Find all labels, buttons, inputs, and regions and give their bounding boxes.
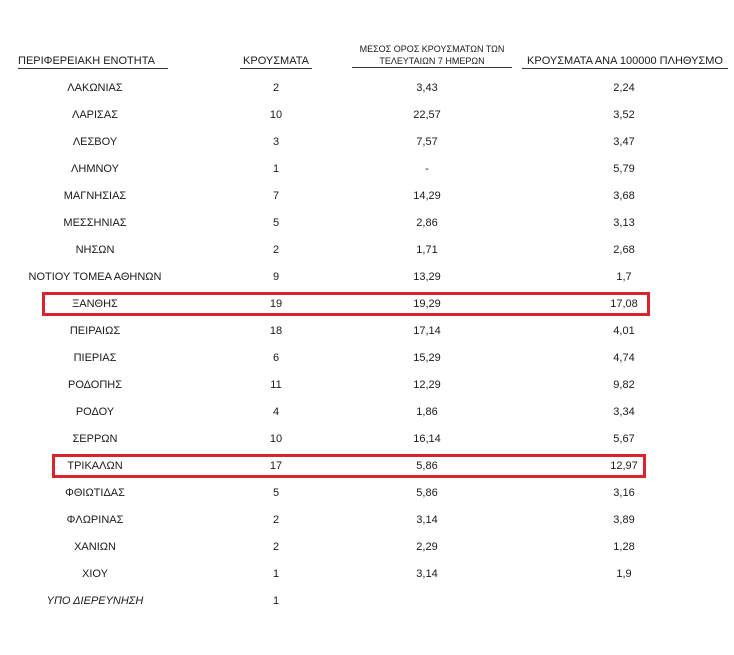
cell-avg: 12,29 [413,379,441,391]
cell-region: ΛΗΜΝΟΥ [71,163,119,175]
cell-per100k: 4,74 [613,352,635,364]
cell-per100k: 3,68 [613,190,635,202]
cell-region: ΝΗΣΩΝ [75,244,115,256]
cell-region: ΣΕΡΡΩΝ [72,433,118,445]
cell-avg: 3,43 [416,82,438,94]
cell-cases: 10 [269,433,283,445]
cell-cases: 3 [272,136,280,148]
cell-avg: 2,29 [416,541,438,553]
table-row [0,78,734,98]
table-row [0,375,734,395]
cell-per100k: 5,79 [613,163,635,175]
table-row [0,240,734,260]
cell-cases: 9 [272,271,280,283]
cell-cases: 19 [269,298,283,310]
cell-region: ΛΑΡΙΣΑΣ [71,109,118,121]
cell-cases: 1 [272,568,280,580]
table-row [0,429,734,449]
header-per100k: ΚΡΟΥΣΜΑΤΑ ΑΝΑ 100000 ΠΛΗΘΥΣΜΟ [522,56,728,69]
cell-region: ΧΑΝΙΩΝ [74,541,116,553]
table-row [0,348,734,368]
cell-avg: 3,14 [416,568,438,580]
cell-per100k: 4,01 [613,325,635,337]
cell-avg: 13,29 [413,271,441,283]
cell-avg: 5,86 [416,460,438,472]
table-row [0,564,734,584]
cell-avg: 7,57 [416,136,438,148]
cell-avg: 19,29 [413,298,441,310]
cell-per100k: 3,13 [613,217,635,229]
cell-cases: 4 [272,406,280,418]
cell-cases: 11 [270,379,282,391]
cell-cases: 10 [269,109,283,121]
cell-region: ΡΟΔΟΥ [75,406,115,418]
table-row [0,510,734,530]
cell-region: ΡΟΔΟΠΗΣ [67,379,123,391]
cell-per100k: 5,67 [613,433,635,445]
cell-avg: 5,86 [416,487,438,499]
table-row [0,537,734,557]
cell-per100k: 3,52 [613,109,635,121]
table-row [0,132,734,152]
cell-avg: 16,14 [413,433,441,445]
cell-cases: 2 [272,514,280,526]
cell-avg: 2,86 [416,217,438,229]
cell-cases: 6 [272,352,280,364]
cell-avg: 3,14 [416,514,438,526]
cell-region: ΦΛΩΡΙΝΑΣ [66,514,124,526]
cell-region: ΞΑΝΘΗΣ [72,298,118,310]
cell-avg: 14,29 [413,190,441,202]
table-row [0,402,734,422]
table-row [0,213,734,233]
table-row [0,186,734,206]
cell-avg: 22,57 [413,109,441,121]
cell-cases: 5 [272,487,280,499]
cell-per100k: 9,82 [613,379,635,391]
header-region: ΠΕΡΙΦΕΡΕΙΑΚΗ ΕΝΟΤΗΤΑ [18,56,168,69]
table-row [0,483,734,503]
cell-cases: 5 [272,217,280,229]
cell-cases: 1 [272,595,280,607]
cell-cases: 1 [272,163,280,175]
cell-region: ΛΕΣΒΟΥ [72,136,118,148]
cell-region: ΧΙΟΥ [82,568,108,580]
cell-cases: 18 [269,325,283,337]
cell-per100k: 3,16 [613,487,635,499]
table-row [0,321,734,341]
header-cases: ΚΡΟΥΣΜΑΤΑ [240,56,312,69]
cell-region: ΥΠΟ ΔΙΕΡΕΥΝΗΣΗ [46,595,144,607]
cell-cases: 2 [272,541,280,553]
cell-avg: 1,71 [416,244,438,256]
cell-per100k: 2,68 [613,244,635,256]
table-row [0,294,734,314]
table-row [0,159,734,179]
cell-per100k: 3,47 [613,136,635,148]
cell-avg: - [425,163,429,175]
cell-region: ΦΘΙΩΤΙΔΑΣ [65,487,125,499]
cell-cases: 7 [272,190,280,202]
cell-cases: 17 [269,460,283,472]
cell-per100k: 3,89 [613,514,635,526]
cell-avg: 17,14 [413,325,441,337]
header-avg-line2: ΤΕΛΕΥΤΑΙΩΝ 7 ΗΜΕΡΩΝ [352,55,512,68]
cell-avg: 15,29 [413,352,441,364]
cell-avg: 1,86 [416,406,438,418]
cell-per100k: 3,34 [613,406,635,418]
table-row [0,456,734,476]
cell-per100k: 17,08 [610,298,638,310]
table-row [0,591,734,611]
cell-region: ΜΕΣΣΗΝΙΑΣ [63,217,127,229]
cell-per100k: 2,24 [613,82,635,94]
cell-per100k: 1,9 [616,568,632,580]
cell-region: ΤΡΙΚΑΛΩΝ [67,460,123,472]
header-avg-line1: ΜΕΣΟΣ ΟΡΟΣ ΚΡΟΥΣΜΑΤΩΝ ΤΩΝ [359,44,505,54]
cell-cases: 2 [272,82,280,94]
cell-cases: 2 [272,244,280,256]
cell-region: ΝΟΤΙΟΥ ΤΟΜΕΑ ΑΘΗΝΩΝ [28,271,162,283]
header-avg [352,43,512,68]
cell-per100k: 1,28 [613,541,635,553]
cell-region: ΠΙΕΡΙΑΣ [73,352,117,364]
table-row [0,267,734,287]
cell-region: ΛΑΚΩΝΙΑΣ [67,82,123,94]
cell-region: ΠΕΙΡΑΙΩΣ [69,325,121,337]
cell-region: ΜΑΓΝΗΣΙΑΣ [63,190,127,202]
table-row [0,105,734,125]
cell-per100k: 12,97 [610,460,638,472]
cell-per100k: 1,7 [616,271,632,283]
